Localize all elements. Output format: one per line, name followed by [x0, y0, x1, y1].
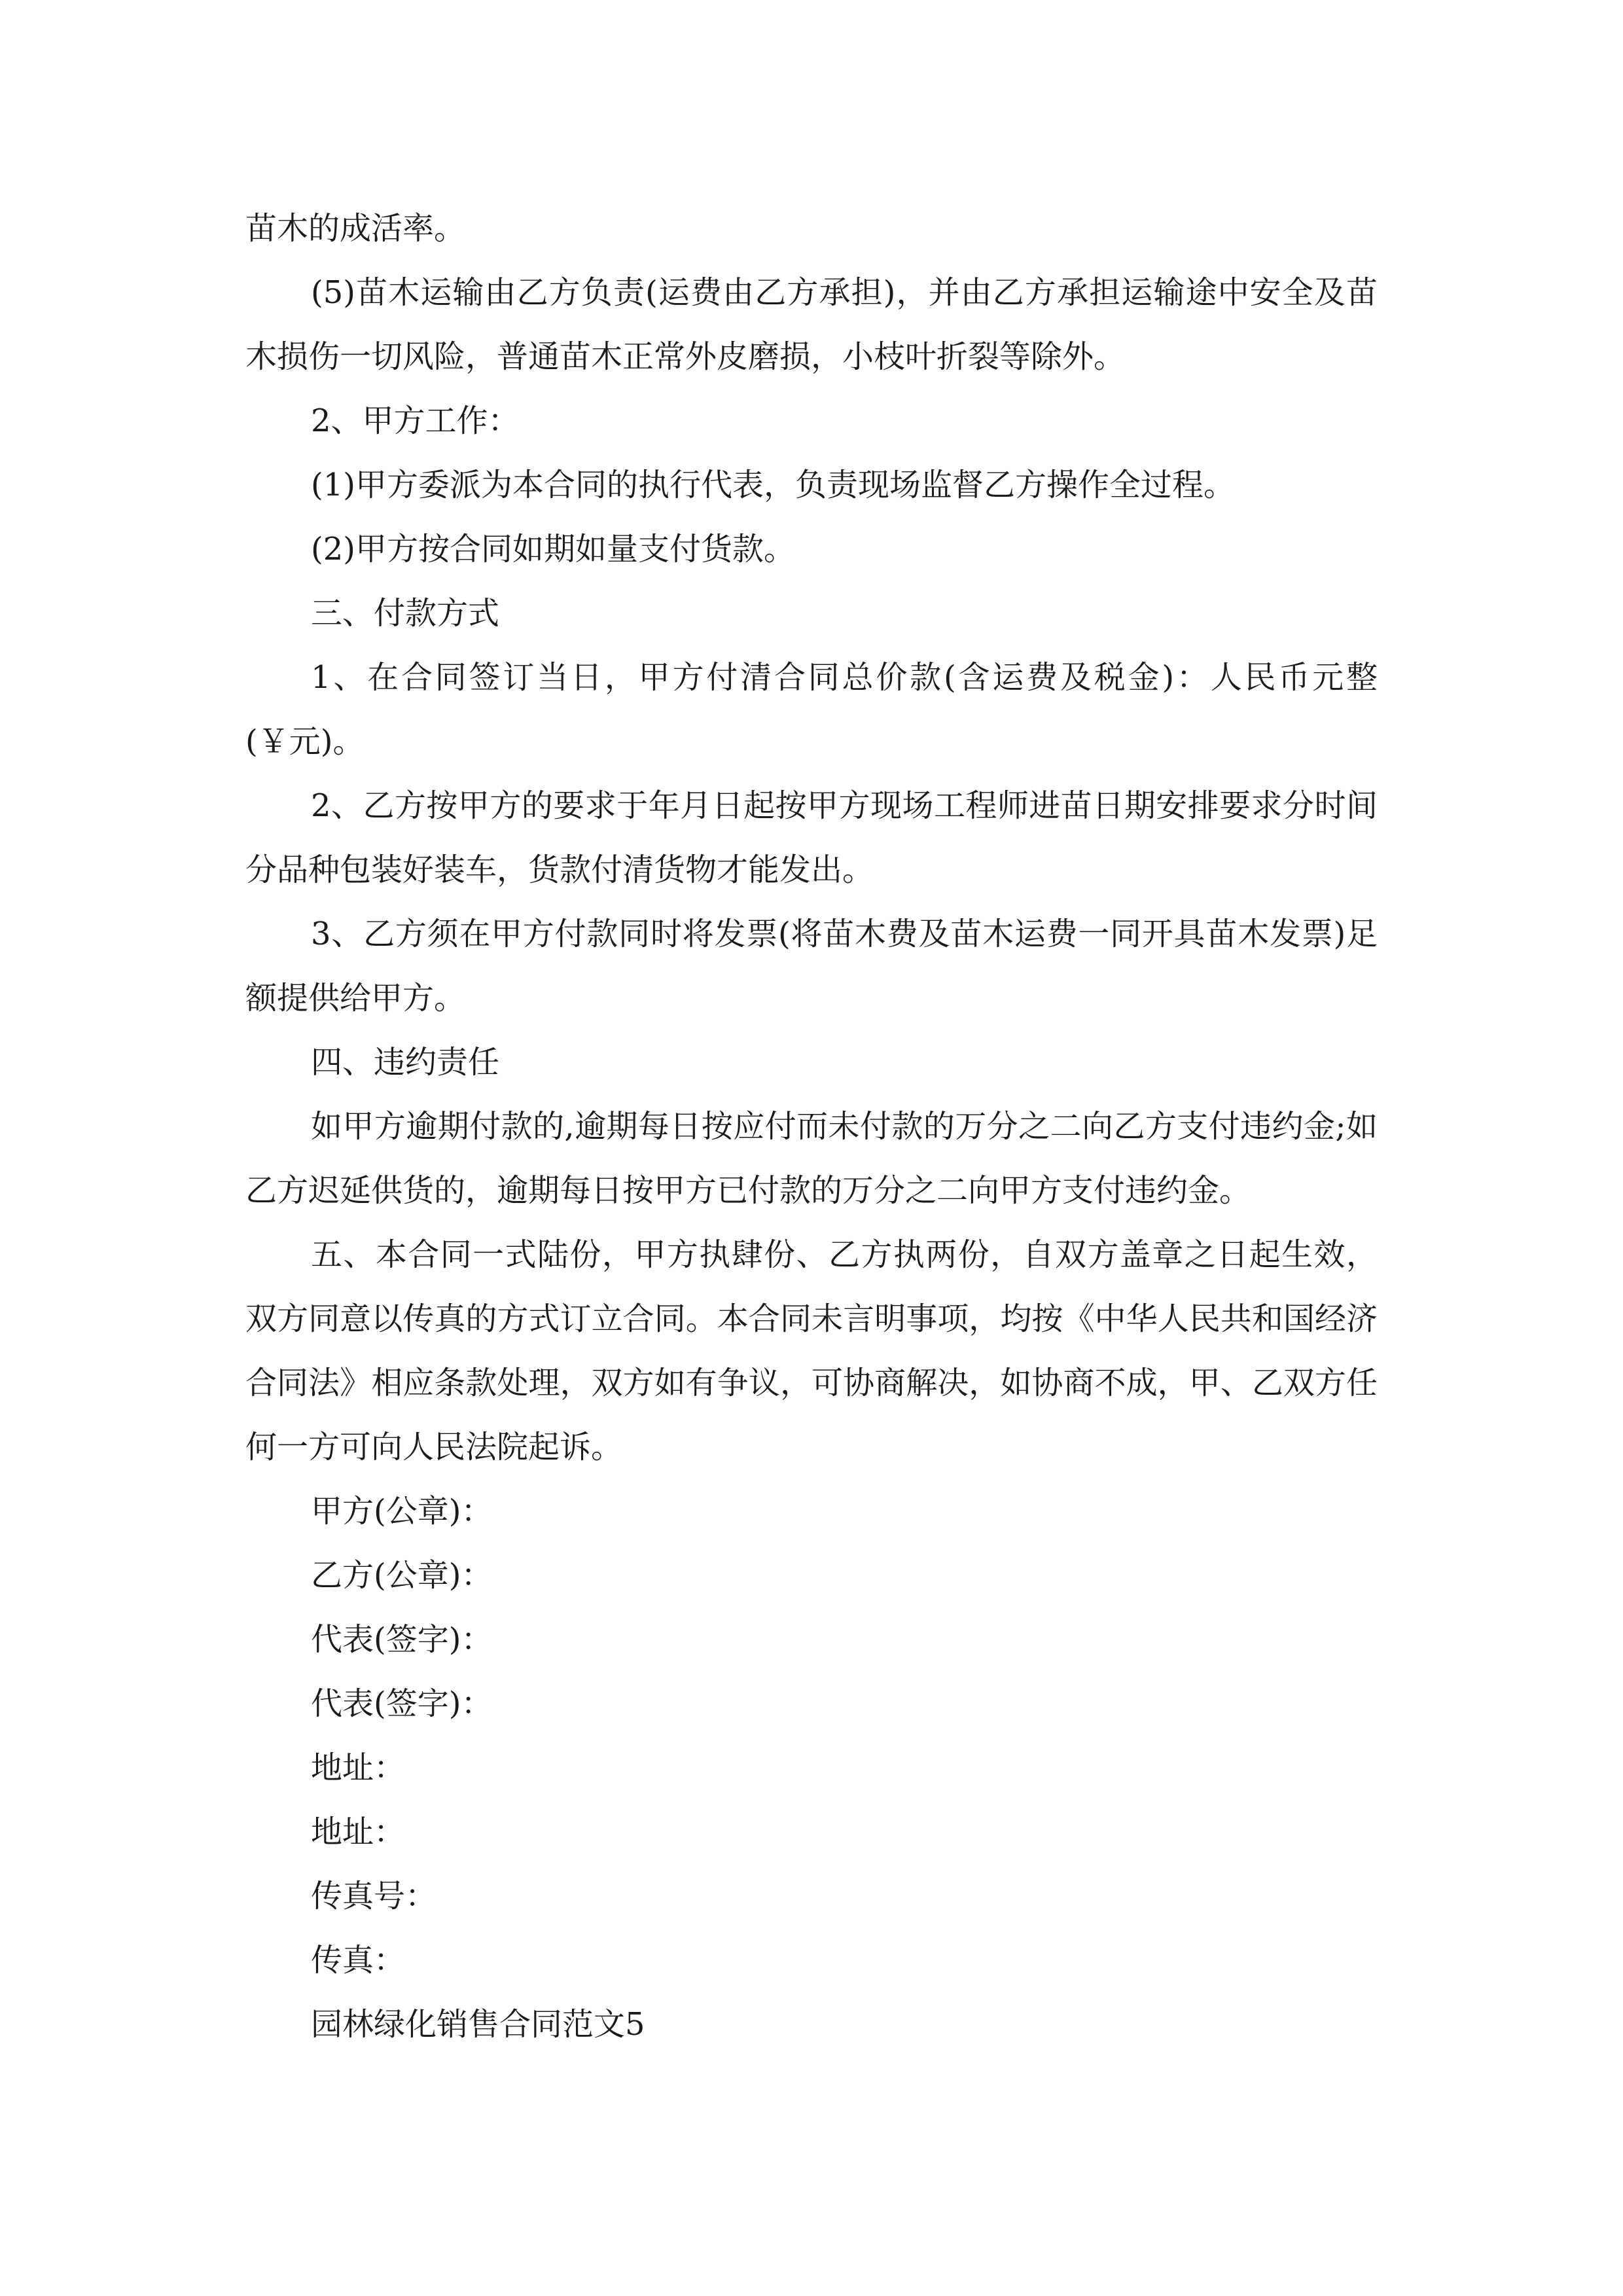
paragraph-payment-3: 3、乙方须在甲方付款同时将发票(将苗木费及苗木运费一同开具苗木发票)足额提供给甲方。: [245, 916, 1378, 1016]
next-section-title: 园林绿化销售合同范文5: [311, 2006, 645, 2043]
party-a-seal-label: 甲方(公章)：: [311, 1493, 493, 1530]
representative-a-label: 代表(签字)：: [311, 1621, 493, 1658]
heading-payment-method: 三、付款方式: [311, 595, 500, 632]
paragraph-payment-2: 2、乙方按甲方的要求于年月日起按甲方现场工程师进苗日期安排要求分时间分品种包装好装车，货款付清货物才能发出。: [245, 787, 1378, 888]
paragraph-transport: (5)苗木运输由乙方负责(运费由乙方承担)，并由乙方承担运输途中安全及苗木损伤一切风险，普通苗木正常外皮磨损，小枝叶折裂等除外。: [245, 274, 1378, 375]
fax-label: 传真：: [311, 1942, 406, 1979]
address-a-label: 地址：: [311, 1749, 406, 1786]
paragraph-copies: 五、本合同一式陆份，甲方执肆份、乙方执两份，自双方盖章之日起生效，双方同意以传真的方式订立合同。本合同未言明事项，均按《中华人民共和国经济合同法》相应条款处理，双方如有争议，可协商解决，如协商不成，甲、乙双方任何一方可向人民法院起诉。: [245, 1236, 1378, 1465]
document-body: [245, 196, 1378, 2056]
heading-party-a-work: 2、甲方工作：: [311, 403, 520, 439]
paragraph-party-a-work-2: (2)甲方按合同如期如量支付货款。: [311, 531, 795, 567]
fax-number-label: 传真号：: [311, 1878, 437, 1914]
paragraph-payment-1: 1、在合同签订当日，甲方付清合同总价款(含运费及税金)：人民币元整(￥元)。: [245, 659, 1378, 760]
paragraph-survival-rate: 苗木的成活率。: [245, 210, 466, 247]
paragraph-liability-1: 如甲方逾期付款的,逾期每日按应付而未付款的万分之二向乙方支付违约金;如乙方迟延供货的，逾期每日按甲方已付款的万分之二向甲方支付违约金。: [245, 1108, 1378, 1209]
party-b-seal-label: 乙方(公章)：: [311, 1557, 493, 1594]
signature-block: [245, 1479, 1378, 1992]
heading-liability: 四、违约责任: [311, 1044, 500, 1081]
paragraph-party-a-work-1: (1)甲方委派为本合同的执行代表，负责现场监督乙方操作全过程。: [311, 467, 1235, 503]
address-b-label: 地址：: [311, 1814, 406, 1850]
representative-b-label: 代表(签字)：: [311, 1685, 493, 1722]
